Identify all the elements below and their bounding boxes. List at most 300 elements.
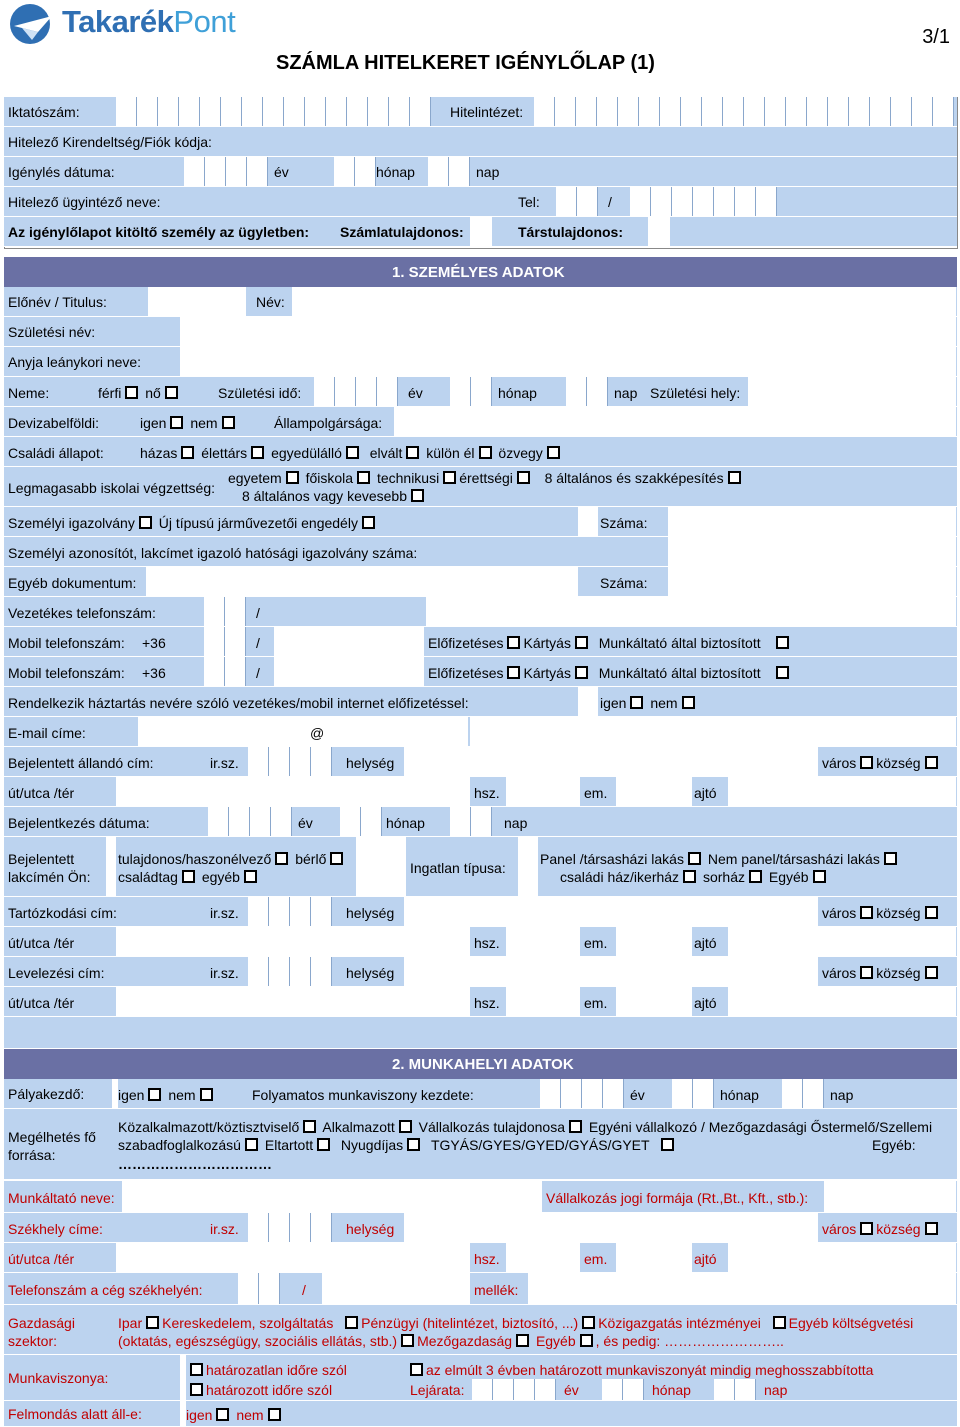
tarstulajdonos-label: Társtulajdonos: [518,224,624,240]
elettars-checkbox[interactable] [251,446,264,459]
levelezesi-ajto-label: ajtó [694,995,717,1011]
tgyas-checkbox[interactable] [661,1138,674,1151]
row-devizabelfoldi [4,407,957,437]
allampolgarsag-label: Állampolgársága: [274,415,383,431]
ingatlan-options-1: Panel /társasházi lakás Nem panel/társasházi lakás [540,851,900,867]
jogi-forma-input[interactable] [824,1181,956,1212]
levelezesi-varos-checkbox[interactable] [860,966,873,979]
internet-label: Rendelkezik háztartás nevére szóló vezetékes/mobil internet előfizetéssel: [8,695,469,711]
row-kitolto [4,217,957,247]
mobil-2-label: Mobil telefonszám: [8,665,125,681]
allando-em-label: em. [584,785,608,801]
internet-spacer [578,687,598,716]
levelezesi-irsz-label: ir.sz. [210,965,239,981]
vezetekes-number-input[interactable] [426,597,956,626]
row-szektor [4,1305,957,1355]
lejarata-ev-cells[interactable] [472,1379,556,1400]
row-bejelentkezes [4,807,957,837]
elmult3-option: az elmúlt 3 évben határozott munkaviszonyát mindig meghosszabbította [406,1362,873,1378]
bejelentkezes-label: Bejelentkezés dátuma: [8,815,150,831]
folyamatos-ev-cells[interactable] [540,1079,624,1108]
tel-label: Tel: [518,194,540,210]
szekhely-label: Székhely címe: [8,1221,103,1237]
ingatlan-egyeb-checkbox[interactable] [813,870,826,883]
folyamatos-honap-cells[interactable] [672,1079,714,1108]
tartozkodasi-irsz-cells[interactable] [248,897,332,926]
fiok-kod-label: Hitelező Kirendeltség/Fiók kódja: [8,134,212,150]
szektor-options-2: (oktatás, egészségügy, szociális ellátás, stb.) Mezőgazdaság Egyéb , és pedig: …………………….. [118,1333,784,1349]
foiskola-checkbox[interactable] [357,471,370,484]
tartozkodasi-em-input[interactable] [616,927,692,956]
section-1-title: 1. SZEMÉLYES ADATOK [392,264,565,281]
igenyles-ev-cells[interactable] [184,157,268,186]
levelezesi-tipus-options: város község [822,965,941,981]
munkaltato-neve-input[interactable] [122,1181,542,1212]
deviza-igen-checkbox[interactable] [170,416,183,429]
section-2-title: 2. MUNKAHELYI ADATOK [392,1056,574,1073]
row-internet [4,687,957,717]
felmondas-igen-checkbox[interactable] [216,1408,229,1421]
telefon-ceg-label: Telefonszám a cég székhelyén: [8,1282,203,1298]
nem-panel-checkbox[interactable] [884,852,897,865]
hitelintezet-label: Hitelintézet: [450,104,524,120]
mobil-2-options: Előfizetéses Kártyás Munkáltató által biztosított [428,665,792,681]
lejarata-label: Lejárata: [410,1382,465,1398]
row-mobil-1 [4,627,957,657]
uj-jogsi-checkbox[interactable] [362,516,375,529]
szul-hely-label: Születési hely: [650,385,741,401]
email-domain-input[interactable] [470,717,956,746]
vezetekes-prefix-cells[interactable] [204,597,246,626]
egyedulallo-checkbox[interactable] [346,446,359,459]
kozigazgatas-checkbox[interactable] [773,1316,786,1329]
tartozkodasi-ajto-label: ajtó [694,935,717,951]
tartozkodasi-em-label: em. [584,935,608,951]
ugyintezo-label: Hitelező ügyintéző neve: [8,194,161,210]
szekhely-hsz-input[interactable] [506,1243,580,1272]
row-fiok-kod [4,127,957,157]
tartozkodasi-ajto-input[interactable] [728,927,956,956]
folyamatos-label: Folyamatos munkaviszony kezdete: [252,1087,474,1103]
kulon-checkbox[interactable] [479,446,492,459]
csaladtag-checkbox[interactable] [182,870,195,883]
neme-label: Neme: [8,385,50,401]
row-anyja [4,347,957,377]
mobil-1-area-cells[interactable] [204,627,246,656]
row-tartozkodasi-utca [4,927,957,957]
iktatoszam-cells[interactable] [116,97,431,126]
allando-kozseg-checkbox[interactable] [925,756,938,769]
row-telefon-ceg [4,1273,957,1305]
hatarozatlan-option: határozatlan időre szól [186,1362,347,1378]
lejarata-nap-cells[interactable] [714,1379,756,1400]
elvalt-checkbox[interactable] [406,446,419,459]
row-egyeb-dok [4,567,957,597]
allando-cim-label: Bejelentett állandó cím: [8,755,154,771]
szektor-egyeb-checkbox[interactable] [580,1334,593,1347]
page-title: SZÁMLA HITELKERET IGÉNYLŐLAP (1) [276,52,655,74]
felmondas-options: igen nem [186,1407,284,1423]
megelhetes-options-1: Közalkalmazott/köztisztviselő Alkalmazott Vállalkozás tulajdonosa Egyéni vállalkozó / Mezőgazdasági Őstermelő/Szellemi [118,1119,933,1135]
row-szekhely-utca [4,1243,957,1273]
tartozkodasi-hsz-input[interactable] [506,927,580,956]
igenyles-honap-cells[interactable] [334,157,376,186]
berlo-checkbox[interactable] [330,852,343,865]
egyeb-dok-input[interactable] [146,567,578,596]
megelhetes-egyeb-label: Egyéb: [872,1137,916,1153]
ingatlan-options-2: családi ház/ikerház sorház Egyéb [560,869,829,885]
palyakezdo-nem-checkbox[interactable] [200,1088,213,1101]
nev-input[interactable] [292,287,956,316]
allando-irsz-cells[interactable] [248,747,332,776]
tel-slash: / [608,194,612,210]
ipar-checkbox[interactable] [146,1316,159,1329]
ingatlan-spacer [356,837,406,896]
allando-varos-checkbox[interactable] [860,756,873,769]
levelezesi-ajto-input[interactable] [728,987,956,1016]
row-neme [4,377,957,407]
folyamatos-nap-label: nap [830,1087,854,1103]
szekhely-em-label: em. [584,1251,608,1267]
levelezesi-em-label: em. [584,995,608,1011]
mezogazdasag-checkbox[interactable] [516,1334,529,1347]
lejarata-nap-label: nap [764,1382,788,1398]
nyugdijas-checkbox[interactable] [407,1138,420,1151]
mobil-2-elofizeteses-checkbox[interactable] [507,666,520,679]
row-mobil-2 [4,657,957,687]
row-munkaltato-neve [4,1181,957,1213]
tulajdonos-checkbox[interactable] [275,852,288,865]
email-local-input[interactable] [138,717,468,746]
allando-irsz-label: ir.sz. [210,755,239,771]
lakcim-spacer [106,837,116,896]
mobil-1-kartyas-checkbox[interactable] [575,636,588,649]
hatarozott-option: határozott időre szól [186,1382,332,1398]
szul-nap-label: nap [614,385,638,401]
vezetekes-label: Vezetékes telefonszám: [8,605,156,621]
deviza-nem-checkbox[interactable] [222,416,235,429]
row-vegzettseg [4,467,957,507]
penzugyi-checkbox[interactable] [582,1316,595,1329]
szekhely-em-input[interactable] [616,1243,692,1272]
tartozkodasi-varos-checkbox[interactable] [860,906,873,919]
vall-tulaj-checkbox[interactable] [569,1120,582,1133]
folyamatos-ev-label: év [630,1087,645,1103]
iktatoszam-label: Iktatószám: [8,104,80,120]
tartozkodasi-kozseg-checkbox[interactable] [925,906,938,919]
elonev-input[interactable] [148,287,246,316]
row-munkaviszony [4,1355,957,1401]
szekhely-irsz-label: ir.sz. [210,1221,239,1237]
lakcim-on-label-1: Bejelentett [8,851,75,867]
munkaviszony-label: Munkaviszonya: [8,1370,109,1386]
ferfi-checkbox[interactable] [125,386,138,399]
section-2-heading [4,1049,957,1079]
anyja-input[interactable] [180,347,956,376]
szekhely-tipus-options: város község [822,1221,941,1237]
vegzettseg-options-1: egyetem főiskola technikusi érettségi 8 általános és szakképesítés [228,470,744,486]
szekhely-irsz-cells[interactable] [248,1213,332,1242]
devizabelfoldi-label: Devizabelföldi: [8,415,100,431]
row-allando-utca [4,777,957,807]
sorhaz-checkbox[interactable] [749,870,762,883]
levelezesi-em-input[interactable] [616,987,692,1016]
munkaltato-neve-label: Munkáltató neve: [8,1190,115,1206]
no-checkbox[interactable] [165,386,178,399]
tartozkodasi-label: Tartózkodási cím: [8,905,117,921]
szul-ev-label: év [408,385,423,401]
szekhely-utca-input[interactable] [116,1243,470,1272]
row-elonev [4,287,957,317]
szul-nap-cells[interactable] [566,377,608,406]
szekhely-ajto-label: ajtó [694,1251,717,1267]
felmondas-nem-checkbox[interactable] [268,1408,281,1421]
palyakezdo-label: Pályakezdő: [8,1086,85,1102]
tel-number-cells[interactable] [630,187,777,216]
levelezesi-helyseg-label: helység [346,965,395,981]
lakcim-egyeb-checkbox[interactable] [244,870,257,883]
palyakezdo-igen-checkbox[interactable] [148,1088,161,1101]
hitelintezet-cells[interactable] [534,97,954,126]
logo-wordmark: TakarékPont [62,4,236,39]
mobil-2-slash: / [256,665,260,681]
allando-helyseg-label: helység [346,755,395,771]
csaladi-haz-checkbox[interactable] [683,870,696,883]
mellek-label: mellék: [474,1282,519,1298]
tartozkodasi-utca-label: út/utca /tér [8,935,75,951]
row-section-1-spacer [4,1017,957,1049]
row-palyakezdo [4,1079,957,1109]
megelhetes-options-2: szabadfoglalkozású Eltartott Nyugdíjas TGYÁS/GYES/GYED/GYÁS/GYET [118,1137,677,1153]
szul-ev-cells[interactable] [314,377,398,406]
row-allando-cim [4,747,957,777]
csaladi-label: Családi állapot: [8,445,104,461]
internet-options: igen nem [600,695,698,711]
jogi-forma-label: Vállalkozás jogi formája (Rt.,Bt., Kft., stb.): [546,1190,809,1206]
internet-nem-checkbox[interactable] [682,696,695,709]
igenyles-honap-label: hónap [376,164,415,180]
szemelyi-options: Személyi igazolvány Új típusú járművezetői engedély [8,515,378,531]
allando-ajto-input[interactable] [728,777,956,806]
kereskedelem-checkbox[interactable] [345,1316,358,1329]
igenyles-datuma-label: Igénylés dátuma: [8,164,115,180]
megelhetes-label-1: Megélhetés fő [8,1129,96,1145]
szekhely-helyseg-label: helység [346,1221,395,1237]
egyeb-dok-label: Egyéb dokumentum: [8,575,137,591]
szul-honap-label: hónap [498,385,537,401]
allampolgarsag-input[interactable] [394,407,956,436]
tarstulajdonos-box[interactable] [648,217,670,246]
lejarata-honap-label: hónap [652,1382,691,1398]
felmondas-label: Felmondás alatt áll-e: [8,1406,142,1422]
mobil-1-number-input[interactable] [274,627,424,656]
eltartott-checkbox[interactable] [317,1138,330,1151]
elmult3-checkbox[interactable] [410,1363,423,1376]
szekhely-varos-checkbox[interactable] [860,1222,873,1235]
szektor-options-1: Ipar Kereskedelem, szolgáltatás Pénzügyi (hitelintézet, biztosító, ...) Közigazgatás intézményei Egyéb költségvetési [118,1315,914,1331]
row-szemelyi [4,507,957,537]
telefon-ceg-prefix-cells[interactable] [238,1273,280,1304]
levelezesi-hsz-input[interactable] [506,987,580,1016]
bejelentkezes-honap-cells[interactable] [340,807,382,836]
levelezesi-utca-input[interactable] [116,987,470,1016]
anyja-label: Anyja leánykori neve: [8,354,142,370]
hazas-checkbox[interactable] [181,446,194,459]
mobil-2-area-cells[interactable] [204,657,246,686]
szekhely-hsz-label: hsz. [474,1251,500,1267]
altalanos-checkbox[interactable] [411,489,424,502]
lakcim-on-label-2: lakcímén Ön: [8,869,91,885]
levelezesi-utca-label: út/utca /tér [8,995,75,1011]
vezetekes-slash: / [256,605,260,621]
lejarata-honap-cells[interactable] [602,1379,644,1400]
mobil-2-munkaltato-checkbox[interactable] [776,666,789,679]
alkalmazott-checkbox[interactable] [399,1120,412,1133]
row-levelezesi-utca [4,987,957,1017]
szuletesi-nev-input[interactable] [180,317,956,346]
allando-em-input[interactable] [616,777,692,806]
szekhely-kozseg-checkbox[interactable] [925,1222,938,1235]
row-levelezesi [4,957,957,987]
technikusi-checkbox[interactable] [443,471,456,484]
szemelyi-szama-label: Száma: [600,515,648,531]
neme-options: férfi nő [98,385,181,401]
tartozkodasi-helyseg-input[interactable] [404,897,818,926]
allando-tipus-options: város község [822,755,941,771]
row-ugyintezo [4,187,957,217]
szul-honap-cells[interactable] [450,377,492,406]
vegzettseg-options-2: 8 általános vagy kevesebb [242,488,427,504]
lakcim-options-2: családtag egyéb [118,869,260,885]
szemelyi-checkbox[interactable] [139,516,152,529]
allando-ajto-label: ajtó [694,785,717,801]
hatarozatlan-checkbox[interactable] [190,1363,203,1376]
szektor-label-2: szektor: [8,1333,58,1349]
kozalk-checkbox[interactable] [303,1120,316,1133]
allando-hsz-input[interactable] [506,777,580,806]
erettsegi-checkbox[interactable] [517,471,530,484]
allando-utca-input[interactable] [116,777,470,806]
igenyles-nap-cells[interactable] [428,157,470,186]
levelezesi-irsz-cells[interactable] [248,957,332,986]
devizabelfoldi-options: igen nem [140,415,238,431]
telefon-ceg-number-input[interactable] [322,1273,470,1304]
levelezesi-helyseg-input[interactable] [404,957,818,986]
row-szekhely [4,1213,957,1243]
bejelentkezes-nap-cells[interactable] [450,807,492,836]
lejarata-ev-label: év [564,1382,579,1398]
mobil-1-prefix: +36 [142,635,166,651]
nev-label: Név: [256,294,285,310]
szamlatulajdonos-box[interactable] [470,217,492,246]
hatarozott-checkbox[interactable] [190,1383,203,1396]
palyakezdo-options: igen nem [118,1087,216,1103]
telefon-ceg-slash: / [302,1282,306,1298]
egyetem-checkbox[interactable] [286,471,299,484]
csaladi-options: házas élettárs egyedülálló elvált külön él özvegy [140,445,563,461]
row-email [4,717,957,747]
mobil-2-number-input[interactable] [274,657,424,686]
szekhely-utca-label: út/utca /tér [8,1251,75,1267]
tartozkodasi-helyseg-label: helység [346,905,395,921]
szemelyi-szama-input[interactable] [668,507,956,536]
kitolto-label: Az igénylőlapot kitöltő személy az ügyletben: [8,224,310,240]
elonev-label: Előnév / Titulus: [8,294,107,310]
ingatlan-spacer-2 [518,837,538,896]
altalanos-szakk-checkbox[interactable] [728,471,741,484]
mobil-2-kartyas-checkbox[interactable] [575,666,588,679]
levelezesi-kozseg-checkbox[interactable] [925,966,938,979]
azonosito-label: Személyi azonosítót, lakcímet igazoló hatósági igazolvány száma: [8,545,418,561]
mobil-1-munkaltato-checkbox[interactable] [776,636,789,649]
lakcim-options-1: tulajdonos/haszonélvező bérlő [118,851,346,867]
szul-ido-label: Születési idő: [218,385,302,401]
szektor-label-1: Gazdasági [8,1315,75,1331]
igenyles-nap-label: nap [476,164,500,180]
bejelentkezes-honap-label: hónap [386,815,425,831]
szabad-checkbox[interactable] [245,1138,258,1151]
page-number: 3/1 [922,26,950,48]
bejelentkezes-ev-label: év [298,815,313,831]
mobil-2-prefix: +36 [142,665,166,681]
megelhetes-label-2: forrása: [8,1147,56,1163]
tartozkodasi-utca-input[interactable] [116,927,470,956]
szemelyi-spacer [578,507,598,536]
levelezesi-hsz-label: hsz. [474,995,500,1011]
row-felmondas [4,1401,957,1427]
takarekpont-logo-icon [8,2,58,46]
row-tartozkodasi [4,897,957,927]
tartozkodasi-hsz-label: hsz. [474,935,500,951]
row-igenyles-datuma [4,157,957,187]
tel-prefix-cells[interactable] [556,187,598,216]
szekhely-helyseg-input[interactable] [404,1213,818,1242]
mobil-1-elofizeteses-checkbox[interactable] [507,636,520,649]
folyamatos-honap-label: hónap [720,1087,759,1103]
allando-helyseg-input[interactable] [404,747,818,776]
folyamatos-nap-cells[interactable] [782,1079,824,1108]
igenyles-ev-label: év [274,164,289,180]
internet-igen-checkbox[interactable] [630,696,643,709]
egyeb-dok-szama-input[interactable] [668,567,956,596]
szekhely-ajto-input[interactable] [728,1243,956,1272]
row-azonosito [4,537,957,567]
tartozkodasi-irsz-label: ir.sz. [210,905,239,921]
row-megelhetes [4,1109,957,1180]
szul-hely-input[interactable] [748,377,956,406]
row-csaladi [4,437,957,467]
azonosito-input[interactable] [668,537,956,566]
allando-hsz-label: hsz. [474,785,500,801]
szamlatulajdonos-label: Számlatulajdonos: [340,224,464,240]
mellek-input[interactable] [528,1273,956,1304]
levelezesi-label: Levelezési cím: [8,965,105,981]
row-vezetekes [4,597,957,627]
egyeb-dok-szama-label: Száma: [600,575,648,591]
section-1-heading [4,257,957,287]
ozvegy-checkbox[interactable] [547,446,560,459]
oktatas-checkbox[interactable] [401,1334,414,1347]
row-szuletesi-nev [4,317,957,347]
tartozkodasi-tipus-options: város község [822,905,941,921]
vegzettseg-label: Legmagasabb iskolai végzettség: [8,480,216,496]
email-at: @ [310,725,325,741]
mobil-1-options: Előfizetéses Kártyás Munkáltató által biztosított [428,635,792,651]
row-lakcim-on [4,837,957,897]
panel-checkbox[interactable] [688,852,701,865]
bejelentkezes-ev-cells[interactable] [208,807,292,836]
email-label: E-mail címe: [8,725,86,741]
